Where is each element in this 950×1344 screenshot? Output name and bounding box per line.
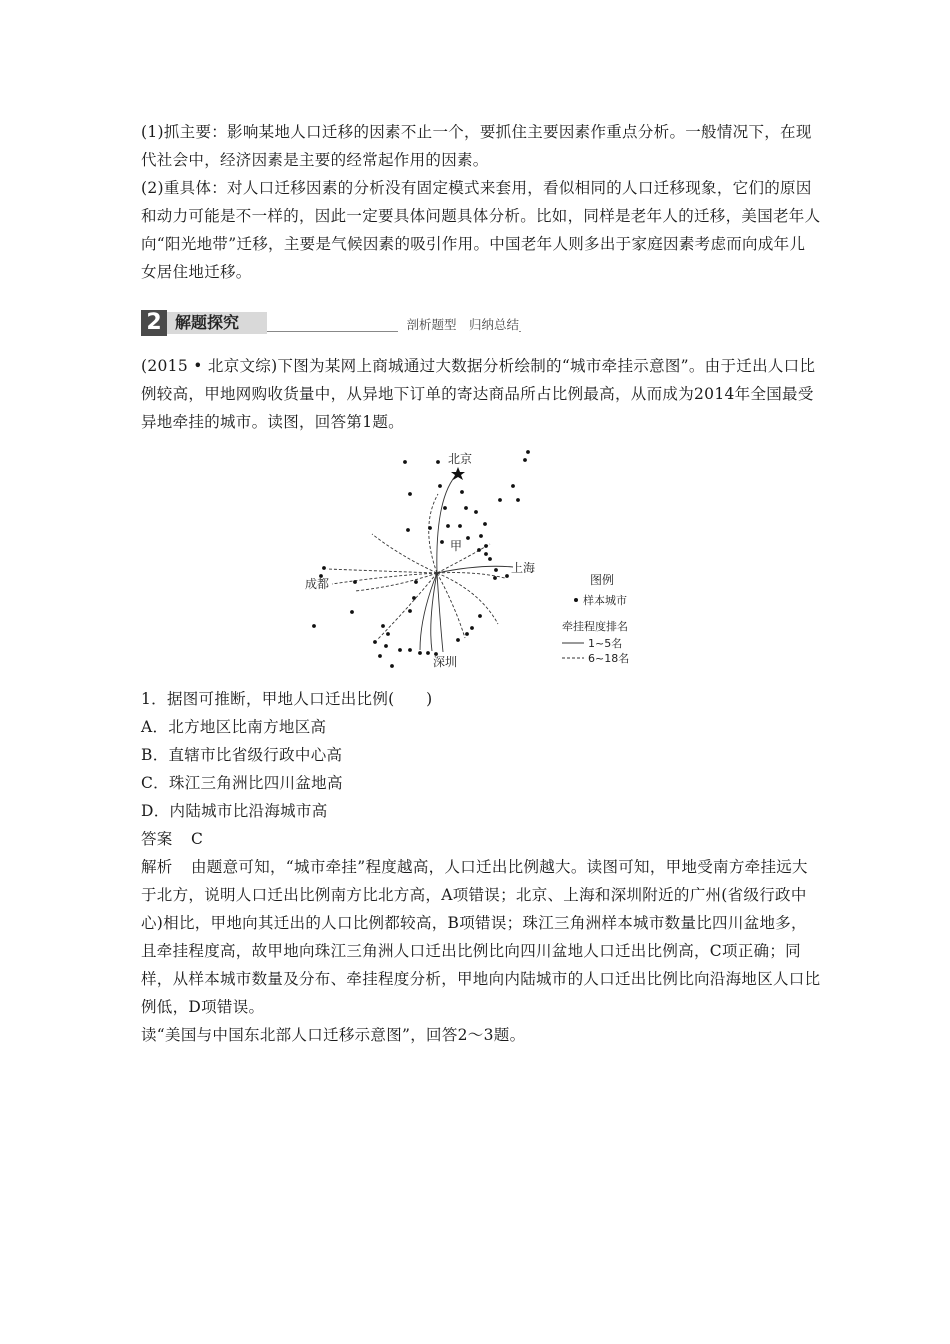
analysis (141, 853, 821, 1021)
label-shanghai: 上海 (511, 561, 536, 575)
sample-city-dot (373, 640, 377, 644)
answer-label: 答案 (141, 830, 173, 848)
analysis-label: 解析 (141, 858, 173, 876)
city-concern-map (300, 446, 650, 674)
sample-city-dot (408, 609, 412, 613)
sample-city-dot (511, 484, 515, 488)
legend-rank-title: 牵挂程度排名 (562, 620, 628, 633)
label-jia: 甲 (450, 539, 463, 553)
option-d: D．内陆城市比沿海城市高 (141, 802, 328, 820)
sample-city-dot (456, 638, 460, 642)
option-c: C．珠江三角洲比四川盆地高 (141, 774, 343, 792)
sample-city-dot (498, 498, 502, 502)
sample-city-dot (408, 648, 412, 652)
answer-value: C (191, 830, 204, 848)
sample-city-dot (443, 506, 447, 510)
beijing-star-icon (451, 467, 465, 480)
sample-city-dot (477, 548, 481, 552)
sample-city-dot (418, 651, 422, 655)
sample-city-dot (465, 632, 469, 636)
line-to-northwest (372, 534, 437, 573)
intro-paragraphs (141, 118, 821, 286)
sample-city-dot (408, 492, 412, 496)
sample-city-dot (384, 644, 388, 648)
sample-city-dot (412, 596, 416, 600)
sample-city-dot (322, 566, 326, 570)
answer-line (141, 825, 821, 853)
sample-city-dot (403, 460, 407, 464)
sample-city-dot (378, 654, 382, 658)
sample-city-dot (523, 458, 527, 462)
legend-title: 图例 (590, 573, 615, 587)
legend-solid-label: 1~5名 (588, 637, 623, 650)
section-title: 解题探究 (175, 313, 240, 332)
sample-city-dot (484, 544, 488, 548)
sample-city-dot (436, 460, 440, 464)
next-question-intro: 读“美国与中国东北部人口迁移示意图”，回答2～3题。 (141, 1026, 526, 1044)
sample-city-dot (478, 614, 482, 618)
line-to-shenzhen-3 (437, 573, 443, 652)
section-subtitle: 剖析题型 归纳总结 (398, 317, 519, 333)
line-to-shenzhen-2 (431, 573, 437, 651)
sample-city-dot (312, 624, 316, 628)
sample-city-dot (350, 610, 354, 614)
sample-city-dot (386, 632, 390, 636)
sample-city-dot (505, 574, 509, 578)
sample-city-dot (458, 524, 462, 528)
sample-city-dot (414, 580, 418, 584)
sample-city-dot (526, 450, 530, 454)
sample-city-dot (470, 626, 474, 630)
sample-city-dot (446, 524, 450, 528)
legend-sample-city: 样本城市 (583, 594, 627, 607)
sample-city-dot (493, 576, 497, 580)
sample-city-dot (488, 557, 492, 561)
line-to-shenzhen-1 (420, 573, 437, 650)
question-intro-text: (2015 • 北京文综)下图为某网上商城通过大数据分析绘制的“城市牵挂示意图”。由于迁出人口比例较高，甲地网购收货量中，从异地下订单的寄达商品所占比例最高，从而成为2014年全国最受异地牵挂的城市。读图，回答第1题。 (141, 357, 816, 431)
sample-city-dot (428, 526, 432, 530)
concern-lines (327, 473, 513, 652)
sample-city-dot (484, 552, 488, 556)
label-chengdu: 成都 (305, 577, 330, 591)
sample-city-dot (426, 651, 430, 655)
sample-city-dot (398, 648, 402, 652)
section-number: 2 (141, 310, 167, 336)
intro-item-2: (2)重具体：对人口迁移因素的分析没有固定模式来套用，看似相同的人口迁移现象，它们的原因和动力可能是不一样的，因此一定要具体问题具体分析。比如，同样是老年人的迁移，美国老年人向“阳光地带”迁移，主要是气候因素的吸引作用。中国老年人则多出于家庭因素考虑而向成年儿女居住地迁移。 (141, 179, 821, 281)
legend (562, 572, 629, 665)
sample-city-dot (464, 506, 468, 510)
sample-city-dot (466, 536, 470, 540)
sample-city-dot (483, 522, 487, 526)
sample-city-dot (474, 510, 478, 514)
sample-city-dot (406, 528, 410, 532)
sample-city-dot (381, 624, 385, 628)
question-stem: 1．据图可推断，甲地人口迁出比例( ) (141, 690, 433, 708)
line-to-southwest (378, 573, 437, 639)
section-header (141, 308, 521, 338)
question-block (141, 685, 821, 1049)
line-to-southeast (437, 573, 498, 624)
question-intro (141, 352, 821, 436)
option-a: A．北方地区比南方地区高 (141, 718, 327, 736)
sample-city-dot (494, 568, 498, 572)
label-beijing: 北京 (448, 452, 473, 466)
analysis-text: 由题意可知，“城市牵挂”程度越高，人口迁出比例越大。读图可知，甲地受南方牵挂远大于北方，说明人口迁出比例南方比北方高，A项错误；北京、上海和深圳附近的广州(省级行政中心)相比，甲地向其迁出的人口比例都较高，B项错误；珠江三角洲样本城市数量比四川盆地多，且牵挂程度高，故甲地向珠江三角洲人口迁出比例比向四川盆地人口迁出比例高，C项正确；同样，从样本城市数量及分布、牵挂程度分析，甲地向内陆城市的人口迁出比例比向沿海地区人口比例低，D项错误。 (141, 858, 821, 1016)
label-shenzhen: 深圳 (433, 655, 458, 669)
sample-city-dot (479, 534, 483, 538)
sample-city-dot (390, 664, 394, 668)
sample-city-dot (353, 580, 357, 584)
sample-city-dot (460, 490, 464, 494)
line-to-chengdu (327, 569, 437, 573)
sample-city-dot (516, 498, 520, 502)
option-b: B．直辖市比省级行政中心高 (141, 746, 343, 764)
sample-city-dot (440, 540, 444, 544)
sample-city-dot (438, 484, 442, 488)
line-to-beijing (437, 473, 458, 573)
legend-dot-icon (574, 598, 578, 602)
legend-dashed-label: 6~18名 (588, 652, 630, 665)
intro-item-1: (1)抓主要：影响某地人口迁移的因素不止一个，要抓住主要因素作重点分析。一般情况下，在现代社会中，经济因素是主要的经常起作用的因素。 (141, 123, 812, 169)
